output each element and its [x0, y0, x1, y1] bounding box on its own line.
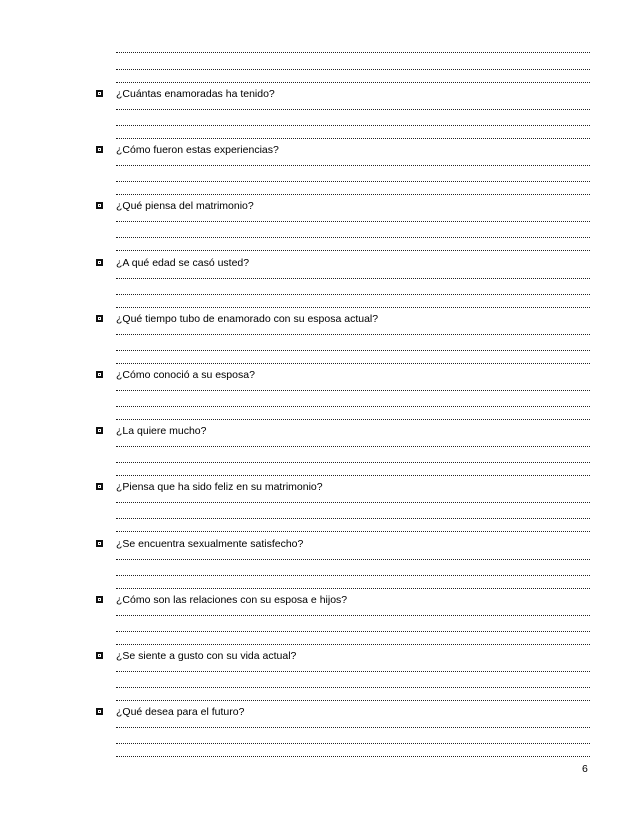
answer-line [116, 462, 590, 463]
answer-line [116, 446, 590, 447]
answer-line [116, 575, 590, 576]
square-bullet-icon [96, 90, 103, 97]
answer-line [116, 52, 590, 53]
answer-line [116, 138, 590, 139]
answer-line [116, 727, 590, 728]
question-item [0, 649, 638, 665]
answer-line [116, 419, 590, 420]
page-number: 6 [582, 763, 588, 775]
question-item [0, 480, 638, 496]
question-item [0, 593, 638, 609]
answer-line [116, 671, 590, 672]
question-text: ¿Cómo conoció a su esposa? [116, 369, 255, 381]
question-item [0, 368, 638, 384]
answer-line [116, 518, 590, 519]
answer-line [116, 559, 590, 560]
question-text: ¿Cómo son las relaciones con su esposa e hijos? [116, 594, 348, 606]
question-text: ¿A qué edad se casó usted? [116, 257, 250, 269]
answer-line [116, 237, 590, 238]
answer-line [116, 644, 590, 645]
square-bullet-icon [96, 596, 103, 603]
square-bullet-icon [96, 708, 103, 715]
question-text: ¿Piensa que ha sido feliz en su matrimonio? [116, 481, 323, 493]
answer-line [116, 165, 590, 166]
question-item [0, 256, 638, 272]
question-text: ¿Cómo fueron estas experiencias? [116, 144, 279, 156]
answer-line [116, 615, 590, 616]
square-bullet-icon [96, 259, 103, 266]
square-bullet-icon [96, 652, 103, 659]
question-item [0, 199, 638, 215]
question-text: ¿Qué piensa del matrimonio? [116, 200, 254, 212]
question-item [0, 143, 638, 159]
square-bullet-icon [96, 315, 103, 322]
answer-line [116, 531, 590, 532]
square-bullet-icon [96, 483, 103, 490]
square-bullet-icon [96, 371, 103, 378]
question-item [0, 537, 638, 553]
answer-line [116, 194, 590, 195]
answer-line [116, 363, 590, 364]
answer-line [116, 82, 590, 83]
answer-line [116, 334, 590, 335]
question-item [0, 312, 638, 328]
answer-line [116, 756, 590, 757]
answer-line [116, 350, 590, 351]
question-text: ¿Qué tiempo tubo de enamorado con su esposa actual? [116, 313, 379, 325]
question-text: ¿Qué desea para el futuro? [116, 706, 245, 718]
answer-line [116, 687, 590, 688]
question-item [0, 424, 638, 440]
square-bullet-icon [96, 540, 103, 547]
answer-line [116, 502, 590, 503]
question-text: ¿La quiere mucho? [116, 425, 207, 437]
answer-line [116, 125, 590, 126]
answer-line [116, 250, 590, 251]
answer-line [116, 700, 590, 701]
question-text: ¿Se encuentra sexualmente satisfecho? [116, 538, 304, 550]
answer-line [116, 588, 590, 589]
answer-line [116, 475, 590, 476]
question-text: ¿Se siente a gusto con su vida actual? [116, 650, 297, 662]
answer-line [116, 406, 590, 407]
answer-line [116, 743, 590, 744]
answer-line [116, 390, 590, 391]
square-bullet-icon [96, 202, 103, 209]
square-bullet-icon [96, 146, 103, 153]
answer-line [116, 221, 590, 222]
answer-line [116, 278, 590, 279]
square-bullet-icon [96, 427, 103, 434]
answer-line [116, 631, 590, 632]
answer-line [116, 181, 590, 182]
question-item [0, 705, 638, 721]
answer-line [116, 109, 590, 110]
answer-line [116, 294, 590, 295]
answer-line [116, 69, 590, 70]
question-text: ¿Cuántas enamoradas ha tenido? [116, 88, 275, 100]
answer-line [116, 307, 590, 308]
question-item [0, 87, 638, 103]
